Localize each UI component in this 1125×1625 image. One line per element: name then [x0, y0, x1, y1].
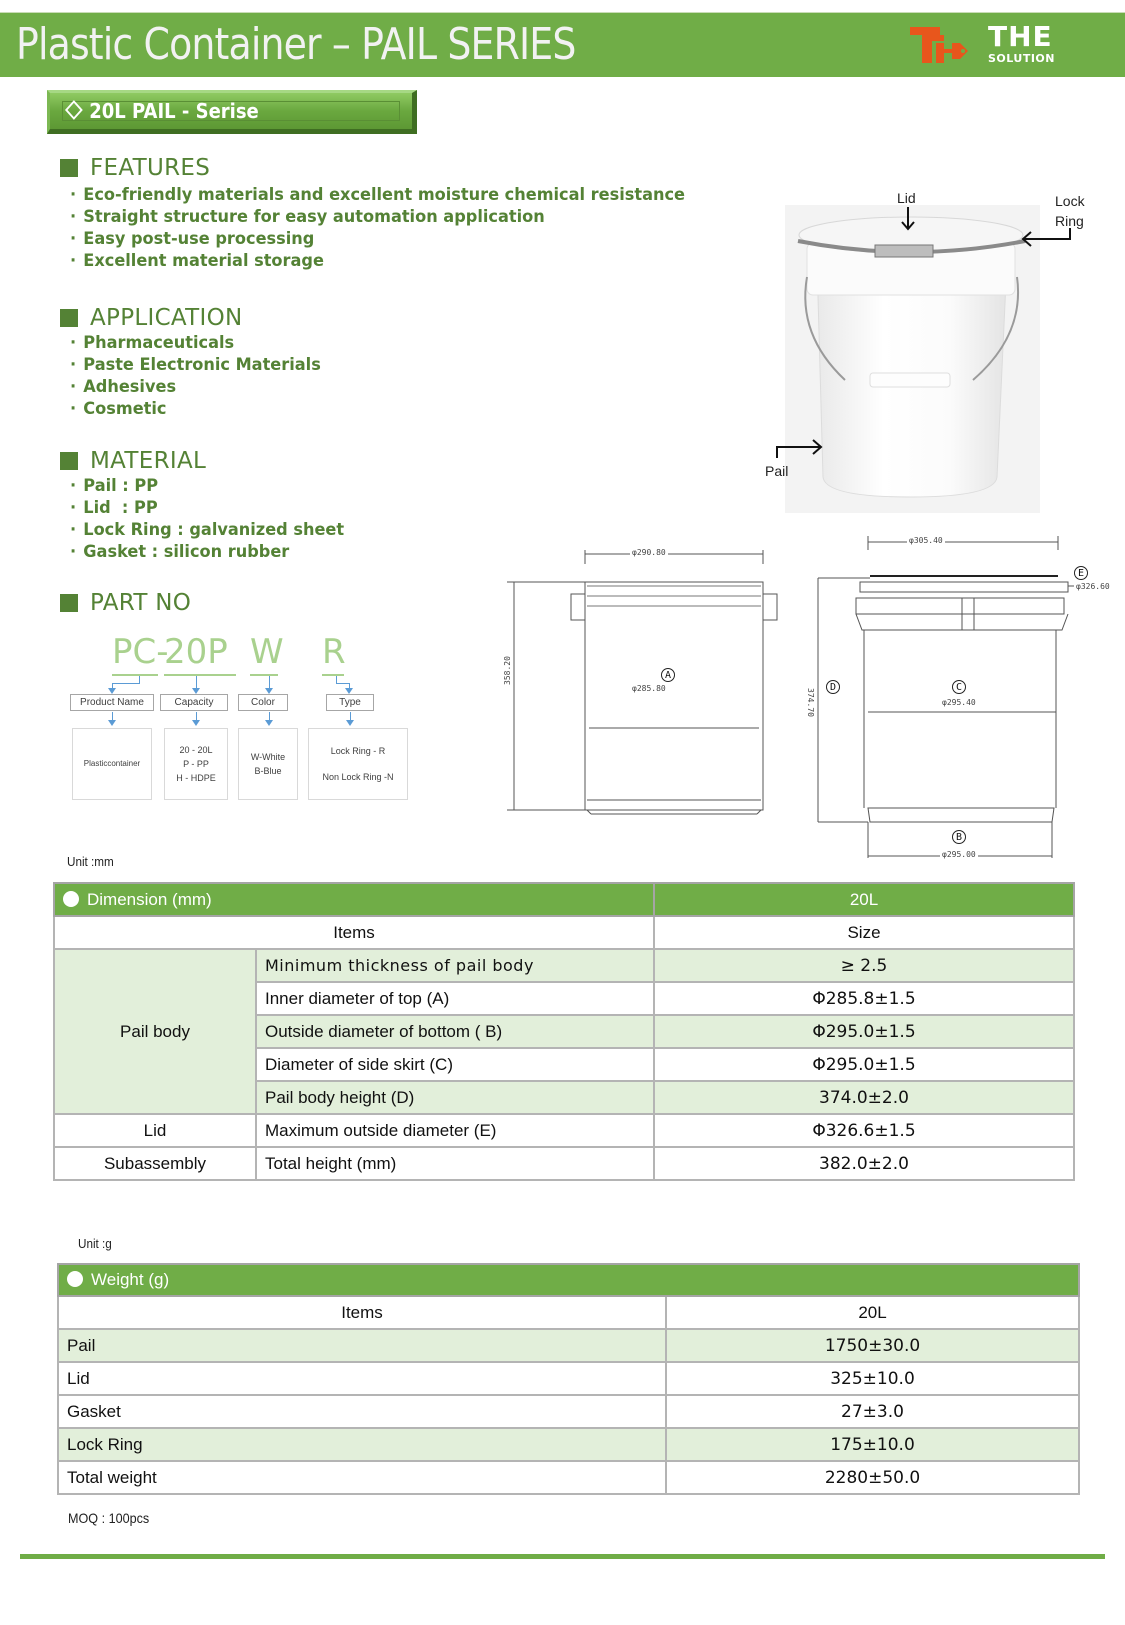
marker-d: D [826, 680, 840, 694]
row-item: Inner diameter of top (A) [256, 982, 654, 1015]
col-header-size: Size [654, 916, 1074, 949]
col-header-items: Items [58, 1296, 666, 1329]
part-no-title: PART NO [90, 590, 192, 616]
part-number-diagram [62, 632, 422, 812]
row-item [256, 949, 654, 982]
pn-box-text: Non Lock Ring -N [322, 772, 394, 782]
section-square-icon [60, 452, 78, 470]
material-item: · Lid : PP [70, 497, 344, 519]
application-item: · Adhesives [70, 376, 321, 398]
dimension-title: Dimension (mm) [87, 889, 212, 909]
dimension-table [53, 882, 1075, 1181]
connector-line [196, 712, 197, 720]
row-value: ≥ 2.5 [654, 949, 1074, 982]
connector-line [336, 683, 350, 684]
weight-unit-label: Unit :g [78, 1236, 112, 1251]
material-section [60, 447, 359, 563]
row-item: Outside diameter of bottom ( B) [256, 1015, 654, 1048]
row-item-text: Minimum thickness of pail body [265, 955, 534, 975]
connector-line [269, 676, 270, 688]
row-item: Lock Ring [58, 1428, 666, 1461]
dim-lid-max-diameter: φ326.60 [1076, 582, 1110, 591]
pn-label-product-name: Product Name [70, 694, 154, 711]
weight-title-cell [58, 1264, 1079, 1296]
marker-a: A [661, 668, 675, 682]
pn-label-type: Type [326, 694, 374, 711]
pn-box-color [238, 728, 298, 800]
pn-underline [250, 674, 278, 676]
pn-label-color: Color [238, 694, 288, 711]
row-value: 2280±50.0 [666, 1461, 1079, 1494]
weight-table-header [58, 1264, 1079, 1296]
dim-bottom-diameter: φ295.00 [942, 850, 976, 859]
moq-label: MOQ : 100pcs [68, 1510, 150, 1526]
row-value: Φ285.8±1.5 [654, 982, 1074, 1015]
pn-box-text: B-Blue [254, 766, 282, 776]
series-badge [47, 90, 417, 134]
pn-label-capacity: Capacity [160, 694, 228, 711]
th-logo-icon [910, 25, 974, 65]
pn-segment-product: PC- [112, 632, 169, 672]
weight-column-header [58, 1296, 1079, 1329]
pn-underline [322, 674, 344, 676]
row-item: Total height (mm) [256, 1147, 654, 1180]
row-value: 27±3.0 [666, 1395, 1079, 1428]
arrow-down-icon [346, 720, 354, 726]
pn-box-product [72, 728, 152, 800]
table-row [58, 1395, 1079, 1428]
dim-body-height: 374.70 [805, 688, 815, 717]
arrow-right-icon [775, 438, 825, 460]
connector-line [269, 712, 270, 720]
row-item: Diameter of side skirt (C) [256, 1048, 654, 1081]
feature-item: · Straight structure for easy automation application [70, 206, 685, 228]
row-value: 374.0±2.0 [654, 1081, 1074, 1114]
marker-b: B [952, 830, 966, 844]
connector-line [196, 676, 197, 688]
section-square-icon [60, 309, 78, 327]
features-title: FEATURES [90, 155, 211, 181]
company-logo [910, 20, 1080, 69]
application-item: · Paste Electronic Materials [70, 354, 321, 376]
row-item: Maximum outside diameter (E) [256, 1114, 654, 1147]
material-item: · Lock Ring : galvanized sheet [70, 519, 344, 541]
row-item: Lid [58, 1362, 666, 1395]
material-item: · Gasket : silicon rubber [70, 541, 344, 563]
pn-segment-capacity: 20P [164, 632, 228, 672]
row-item: Pail body height (D) [256, 1081, 654, 1114]
logo-text-solution: SOLUTION [988, 52, 1055, 65]
row-value: Φ326.6±1.5 [654, 1114, 1074, 1147]
series-label-text: 20L PAIL - Serise [89, 99, 259, 123]
row-value: 382.0±2.0 [654, 1147, 1074, 1180]
connector-line [112, 683, 140, 684]
callout-lock-ring-line2: Ring [1055, 213, 1084, 229]
pail-illustration [785, 205, 1040, 513]
application-section [60, 304, 334, 420]
pn-box-text: Lock Ring - R [330, 746, 386, 756]
pn-box-text: H - HDPE [176, 773, 216, 783]
dimension-capacity: 20L [654, 883, 1074, 916]
row-item: Total weight [58, 1461, 666, 1494]
table-row [58, 1329, 1079, 1362]
feature-item: · Excellent material storage [70, 250, 685, 272]
arrow-left-icon [1020, 228, 1072, 250]
callout-lock-ring-line1: Lock [1055, 193, 1085, 209]
weight-title: Weight (g) [91, 1270, 170, 1289]
part-no-section [60, 589, 191, 617]
marker-c: C [952, 680, 966, 694]
material-item: · Pail : PP [70, 475, 344, 497]
row-value: 1750±30.0 [666, 1329, 1079, 1362]
pn-underline [112, 674, 158, 676]
pn-box-text: W-White [250, 752, 286, 762]
dim-height: 358.20 [502, 656, 512, 685]
callout-pail: Pail [765, 463, 789, 479]
group-subassembly: Subassembly [54, 1147, 256, 1180]
col-header-items: Items [54, 916, 654, 949]
circle-bullet-icon [63, 891, 79, 907]
pn-box-type [308, 728, 408, 800]
row-value: Φ295.0±1.5 [654, 1048, 1074, 1081]
dim-inner-diameter: φ285.80 [632, 684, 666, 693]
table-row [58, 1362, 1079, 1395]
pn-segment-type: R [322, 632, 346, 672]
dimension-unit-label: Unit :mm [67, 854, 114, 869]
group-lid: Lid [54, 1114, 256, 1147]
row-value: Φ295.0±1.5 [654, 1015, 1074, 1048]
arrow-down-icon [901, 207, 915, 233]
dim-body-diameter: φ295.40 [942, 698, 976, 707]
dimension-title-cell [54, 883, 654, 916]
material-title: MATERIAL [90, 448, 207, 474]
arrow-down-icon [265, 720, 273, 726]
series-label [64, 99, 259, 123]
features-section [60, 154, 717, 272]
technical-drawing-side [805, 528, 1112, 859]
application-item: · Pharmaceuticals [70, 332, 321, 354]
table-row [54, 1147, 1074, 1180]
application-item: · Cosmetic [70, 398, 321, 420]
pn-box-text: 20 - 20L [179, 745, 213, 755]
arrow-down-icon [192, 720, 200, 726]
pn-box-capacity [164, 728, 228, 800]
drawing-left-lines [502, 548, 785, 818]
callout-lid: Lid [897, 190, 916, 206]
pail-photo [785, 205, 1040, 513]
row-value: 325±10.0 [666, 1362, 1079, 1395]
table-row [54, 1114, 1074, 1147]
dim-lid-top-diameter: φ305.40 [909, 536, 943, 545]
table-row [54, 949, 1074, 982]
feature-item: · Easy post-use processing [70, 228, 685, 250]
page-title: Plastic Container – PAIL SERIES [16, 19, 576, 70]
application-title: APPLICATION [90, 305, 243, 331]
header-bar [0, 13, 1125, 77]
bottom-rule [20, 1554, 1105, 1559]
arrow-down-icon [108, 720, 116, 726]
pn-box-text: P - PP [183, 759, 209, 769]
connector-line [112, 712, 113, 720]
diamond-icon [65, 100, 83, 120]
feature-item: · Eco-friendly materials and excellent moisture chemical resistance [70, 184, 685, 206]
row-value: 175±10.0 [666, 1428, 1079, 1461]
logo-text-the: THE [988, 20, 1053, 53]
group-pail-body: Pail body [54, 949, 256, 1114]
table-row [58, 1461, 1079, 1494]
connector-line [350, 712, 351, 720]
weight-table [57, 1263, 1080, 1495]
row-item: Pail [58, 1329, 666, 1362]
section-square-icon [60, 594, 78, 612]
technical-drawing-front [502, 548, 785, 818]
dimension-column-header [54, 916, 1074, 949]
dimension-table-header [54, 883, 1074, 916]
marker-e: E [1074, 566, 1088, 580]
pn-segment-color: W [250, 632, 284, 672]
pn-box-text: Plasticcontainer [83, 759, 141, 768]
circle-bullet-icon [67, 1271, 83, 1287]
col-header-capacity: 20L [666, 1296, 1079, 1329]
pn-underline [164, 674, 236, 676]
row-item: Gasket [58, 1395, 666, 1428]
table-row [58, 1428, 1079, 1461]
dim-top-diameter: φ290.80 [632, 548, 666, 557]
section-square-icon [60, 159, 78, 177]
